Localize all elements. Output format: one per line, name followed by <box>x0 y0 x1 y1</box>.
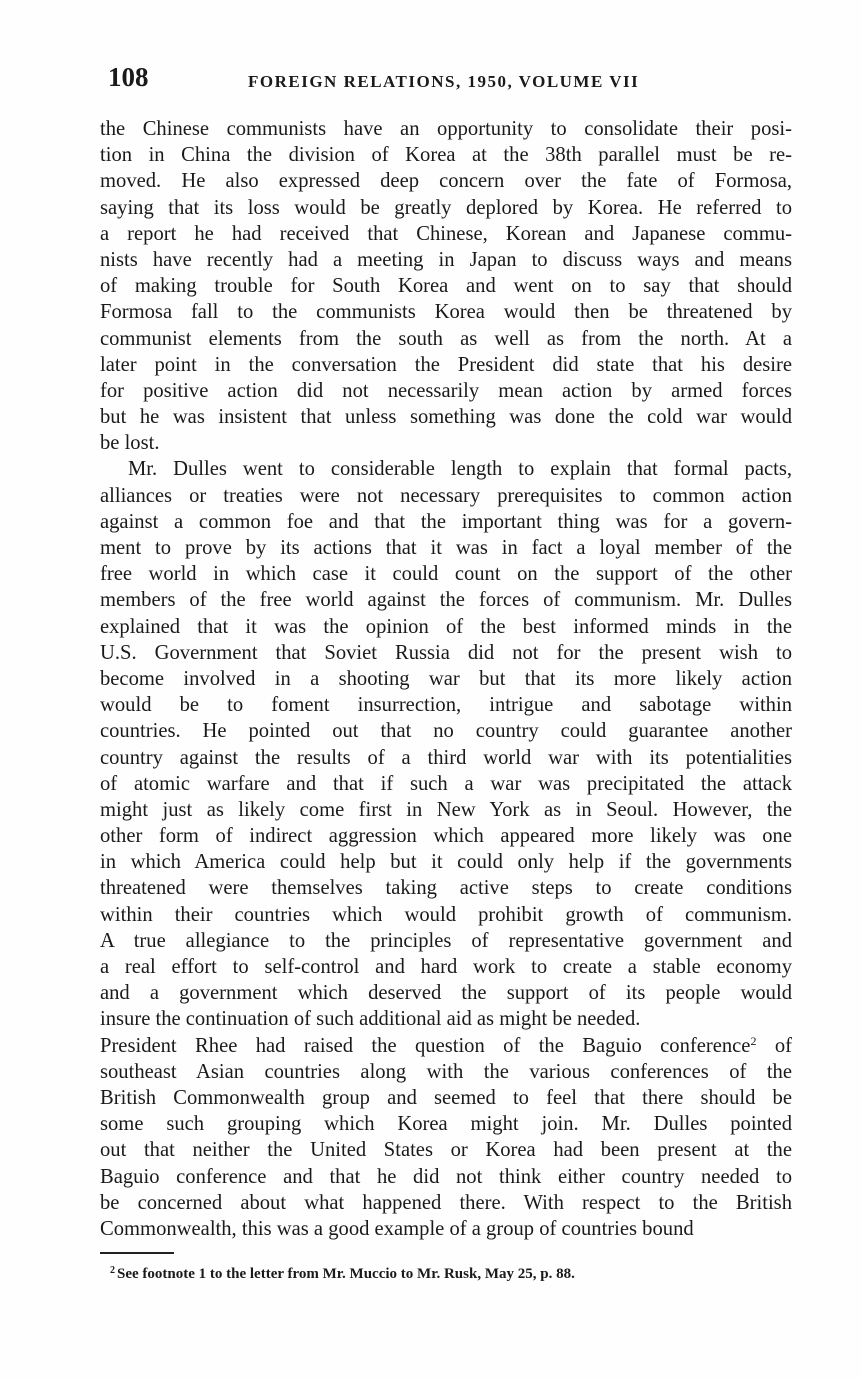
paragraph-line: British Commonwealth group and seemed to feel that there should be <box>100 1086 792 1109</box>
paragraph-line: of making trouble for South Korea and went on to say that should <box>100 275 792 298</box>
paragraph-line: of atomic warfare and that if such a war was precipitated the attack <box>100 772 792 795</box>
paragraph-line: a real effort to self-control and hard work to create a stable economy <box>100 956 792 978</box>
paragraph-line: saying that its loss would be greatly deplored by Korea. He referred to <box>100 196 792 219</box>
body-text <box>100 116 792 1242</box>
paragraph-line: nists have recently had a meeting in Japan to discuss ways and means <box>100 248 792 271</box>
line-text: President Rhee had raised the question of the Baguio conference <box>100 1034 751 1057</box>
page-number: 108 <box>108 62 149 92</box>
paragraph-line: within their countries which would prohibit growth of communism. <box>100 903 792 926</box>
paragraph-line: threatened were themselves taking active steps to create conditions <box>100 877 792 900</box>
paragraph-line: Formosa fall to the communists Korea would then be threatened by <box>100 301 792 324</box>
footnote-reference: 2 <box>750 1033 757 1048</box>
paragraph-line: out that neither the United States or Korea had been present at the <box>100 1139 792 1162</box>
paragraph-line: U.S. Government that Soviet Russia did not for the present wish to <box>100 641 792 664</box>
paragraph-line: Baguio conference and that he did not think either country needed to <box>100 1165 792 1188</box>
line-text: of <box>756 1034 792 1057</box>
paragraph-line: become involved in a shooting war but that its more likely action <box>100 667 792 690</box>
footnote-text: See footnote 1 to the letter from Mr. Muccio to Mr. Rusk, May 25, p. 88. <box>117 1266 575 1282</box>
paragraph-line: communist elements from the south as well as from the north. At a <box>100 327 792 350</box>
paragraph-line: Commonwealth, this was a good example of a group of countries bound <box>100 1217 694 1240</box>
paragraph-line: but he was insistent that unless something was done the cold war would <box>100 406 792 429</box>
paragraph-line: moved. He also expressed deep concern over the fate of Formosa, <box>100 170 792 193</box>
paragraph-line <box>100 1033 792 1059</box>
paragraph-line: country against the results of a third world war with its potentialities <box>100 746 792 769</box>
paragraph-line: a report he had received that Chinese, Korean and Japanese commu- <box>100 222 792 245</box>
paragraph-line: insure the continuation of such additional aid as might be needed. <box>100 1008 641 1031</box>
paragraph-line: be concerned about what happened there. With respect to the British <box>100 1191 792 1214</box>
paragraph-line: some such grouping which Korea might join. Mr. Dulles pointed <box>100 1113 792 1136</box>
paragraph-line: southeast Asian countries along with the various conferences of the <box>100 1060 792 1083</box>
paragraph-line: other form of indirect aggression which appeared more likely was one <box>100 825 792 848</box>
paragraph-line: would be to foment insurrection, intrigue and sabotage within <box>100 694 792 717</box>
paragraph-line: tion in China the division of Korea at the 38th parallel must be re- <box>100 144 792 167</box>
paragraph-line: members of the free world against the forces of communism. Mr. Dulles <box>100 589 792 612</box>
paragraph-line: free world in which case it could count on the support of the other <box>100 563 792 586</box>
paragraph-line: for positive action did not necessarily mean action by armed forces <box>100 379 792 402</box>
paragraph-line: A true allegiance to the principles of representative government and <box>100 929 792 952</box>
paragraph-line: the Chinese communists have an opportunity to consolidate their posi- <box>100 118 792 140</box>
paragraph-line: Mr. Dulles went to considerable length to explain that formal pacts, <box>128 458 792 481</box>
paragraph-line: might just as likely come first in New York as in Seoul. However, the <box>100 798 792 821</box>
paragraph-line: and a government which deserved the support of its people would <box>100 982 792 1005</box>
paragraph-line: countries. He pointed out that no country could guarantee another <box>100 720 792 743</box>
paragraph-line: be lost. <box>100 432 160 455</box>
paragraph-line: ment to prove by its actions that it was in fact a loyal member of the <box>100 537 792 559</box>
paragraph-line: alliances or treaties were not necessary prerequisites to common action <box>100 484 792 507</box>
paragraph-3 <box>100 1033 792 1243</box>
paragraph-line: explained that it was the opinion of the best informed minds in the <box>100 615 792 638</box>
footnote-marker: 2 <box>110 1265 115 1276</box>
running-head: FOREIGN RELATIONS, 1950, VOLUME VII <box>248 72 640 91</box>
footnote-divider <box>100 1252 174 1254</box>
paragraph-2 <box>100 456 792 1032</box>
page-header <box>108 62 788 96</box>
paragraph-1 <box>100 116 792 456</box>
footnote <box>110 1266 790 1283</box>
paragraph-line: later point in the conversation the President did state that his desire <box>100 353 792 376</box>
paragraph-line: in which America could help but it could only help if the governments <box>100 851 792 874</box>
paragraph-line: against a common foe and that the important thing was for a govern- <box>100 510 792 533</box>
